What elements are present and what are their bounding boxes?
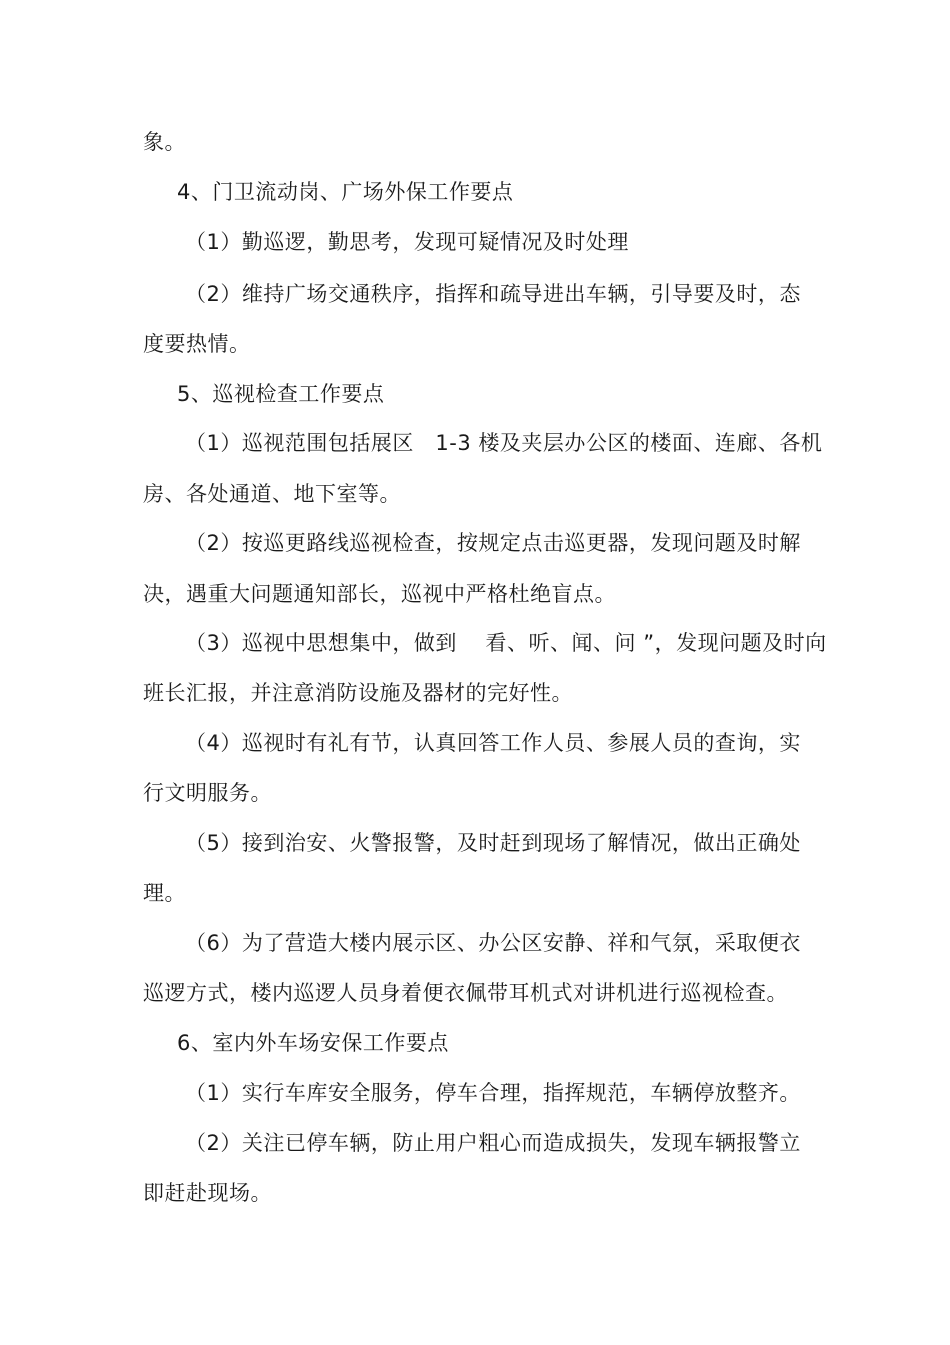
text-line: 房、各处通道、地下室等。 (143, 482, 401, 506)
section-heading: 4、门卫流动岗、广场外保工作要点 (177, 180, 514, 204)
text-line: （1）实行车库安全服务，停车合理，指挥规范，车辆停放整齐。 (185, 1081, 801, 1105)
text-line: （5）接到治安、火警报警，及时赶到现场了解情况，做出正确处 (185, 831, 801, 855)
text-line: 班长汇报，并注意消防设施及器材的完好性。 (143, 681, 573, 705)
text-line: 巡逻方式，楼内巡逻人员身着便衣佩带耳机式对讲机进行巡视检查。 (143, 981, 788, 1005)
text-line: （4）巡视时有礼有节，认真回答工作人员、参展人员的查询，实 (185, 731, 801, 755)
text-line: （1）巡视范围包括展区 1-3 楼及夹层办公区的楼面、连廊、各机 (185, 431, 823, 455)
text-line: 行文明服务。 (143, 781, 272, 805)
text-line: 象。 (143, 130, 186, 154)
text-line: （2）关注已停车辆，防止用户粗心而造成损失，发现车辆报警立 (185, 1131, 801, 1155)
section-heading: 5、巡视检查工作要点 (177, 382, 385, 406)
text-line: （6）为了营造大楼内展示区、办公区安静、祥和气氛，采取便衣 (185, 931, 801, 955)
text-line: 度要热情。 (143, 332, 251, 356)
section-heading: 6、室内外车场安保工作要点 (177, 1031, 449, 1055)
text-line: 即赶赴现场。 (143, 1181, 272, 1205)
text-line: （1）勤巡逻，勤思考，发现可疑情况及时处理 (185, 230, 629, 254)
text-line: （2）维持广场交通秩序，指挥和疏导进出车辆，引导要及时，态 (185, 282, 801, 306)
text-line: 决，遇重大问题通知部长，巡视中严格杜绝盲点。 (143, 582, 616, 606)
text-line: （2）按巡更路线巡视检查，按规定点击巡更器，发现问题及时解 (185, 531, 801, 555)
text-line: 理。 (143, 881, 186, 905)
text-line: （3）巡视中思想集中，做到 看、听、闻、问 ”，发现问题及时向 (185, 631, 827, 655)
